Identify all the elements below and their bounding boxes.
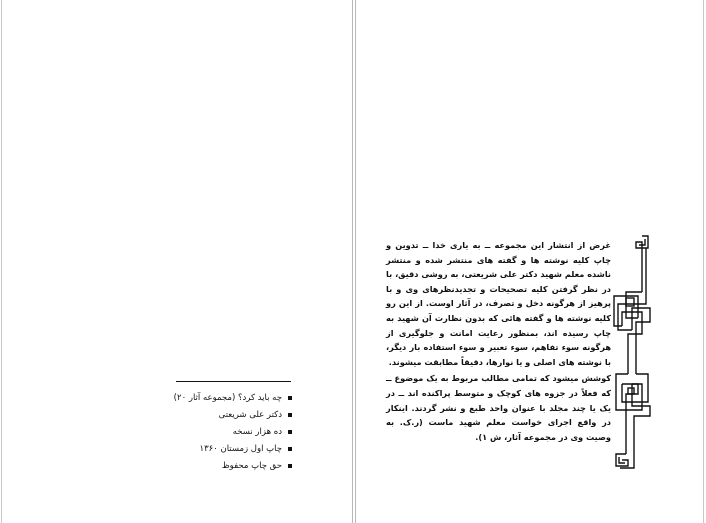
page-edge xyxy=(703,0,704,523)
colophon-print-run xyxy=(150,424,292,441)
colophon-text: حق چاپ محفوظ xyxy=(221,461,282,471)
colophon-copyright xyxy=(150,458,292,475)
interlace-knot-ornament-icon xyxy=(612,234,652,470)
bullet-icon xyxy=(288,430,292,434)
colophon-text: چه باید کرد؟ (مجموعه آثار ۲۰) xyxy=(173,393,282,403)
bullet-icon xyxy=(288,413,292,417)
colophon-text: ده هزار نسخه xyxy=(232,427,282,437)
gutter-line xyxy=(352,0,353,523)
bullet-icon xyxy=(288,396,292,400)
gutter-line xyxy=(355,0,356,523)
bullet-icon xyxy=(288,447,292,451)
publisher-note xyxy=(386,238,611,444)
page-edge xyxy=(1,0,2,523)
colophon-rule xyxy=(176,381,291,382)
colophon-text: چاپ اول زمستان ۱۳۶۰ xyxy=(199,444,282,454)
colophon-text: دکتر علی شریعتی xyxy=(218,410,282,420)
colophon-author xyxy=(150,407,292,424)
paragraph: غرض از انتشار این مجموعه ــ به یاری خدا ــ تدوین و چاپ کلیه نوشته ها و گفته های منتشر شده و منتشر ناشده معلم شهید دکتر علی شریعتی، به روشی دقیق، با در نظر گرفتن کلیه تصحیحات و تجدیدنظرهای وی و با پرهیز از هرگونه دخل و تصرف، در آثار اوست. از این رو کلیه نوشته ها و گفته هائی که بدون نظارت آن شهید به چاپ رسیده اند، بمنظور رعایت امانت و جلوگیری از هرگونه سوء تفاهم، سوء تعبیر و سوء استفاده بار دیگر، با نوشته های اصلی و یا نوارها، دقیقاً مطابقت میشوند. xyxy=(386,240,611,367)
colophon-edition xyxy=(150,441,292,458)
colophon-title xyxy=(150,390,292,407)
paragraph: کوشش میشود که تمامی مطالب مربوط به یک موضوع ــ که فعلاً در جزوه های کوچک و متوسط پراکنده اند ــ در یک یا چند مجلد با عنوان واحد طبع و نشر گردند. اینکار در واقع اجرای خواست معلم شهید ماست (ر.ک. به وصیت وی در مجموعه آثار، ش ۱). xyxy=(386,373,611,442)
colophon xyxy=(150,390,292,475)
bullet-icon xyxy=(288,464,292,468)
